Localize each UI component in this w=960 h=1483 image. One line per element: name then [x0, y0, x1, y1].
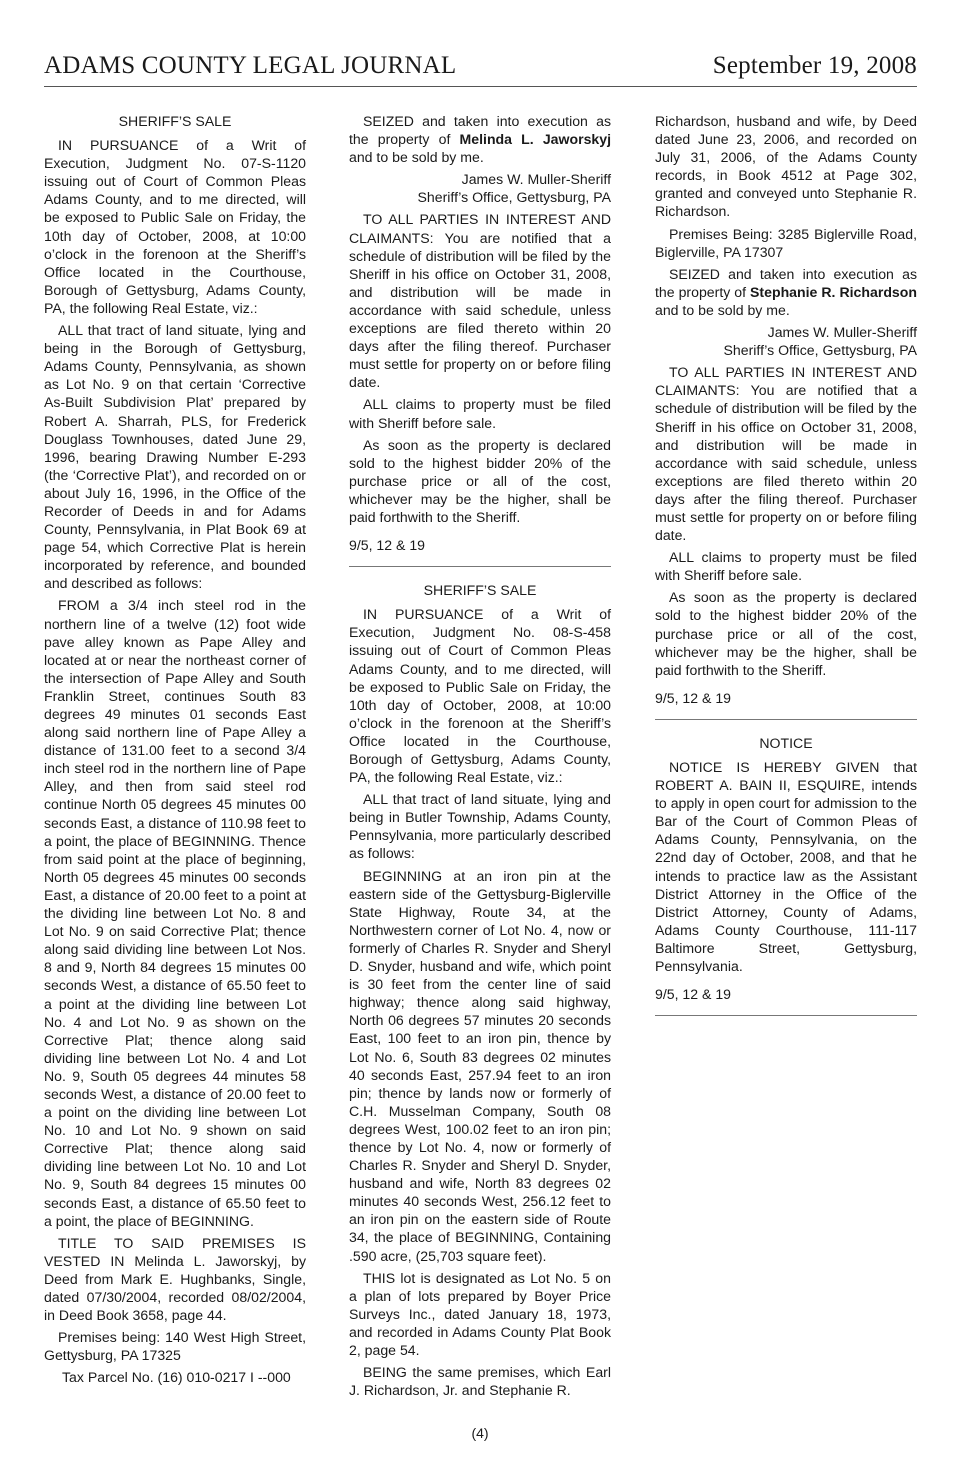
parties-paragraph: TO ALL PARTIES IN INTEREST AND CLAIMANTS: You are notified that a schedule of distribution will be filed by the Sheriff in his office on October 31, 2008, and distribution will be made in accordance with said schedule, unless exceptions are filed thereto within 20 days after the filing thereof. Purchaser must settle for property on or before filing date.	[655, 364, 917, 544]
issue-date: September 19, 2008	[712, 52, 917, 79]
premises-paragraph: Premises Being: 3285 Biglerville Road, Biglerville, PA 17307	[655, 225, 917, 260]
seized-text: SEIZED and taken into execution as the property of	[349, 113, 611, 148]
writ-paragraph: IN PURSUANCE of a Writ of Execution, Judgment No. 08-S-458 issuing out of Court of Common Pleas Adams County, and to me directed, will be exposed to Public Sale on Friday, the 10th day of October, 2008, at 10:00 o’clock in the forenoon at the Sheriff’s Office located in the Courthouse, Borough of Gettysburg, Adams County, PA, the following Real Estate, viz.:	[349, 606, 611, 786]
defendant-name: Stephanie R. Richardson	[750, 283, 917, 300]
tract-paragraph: ALL that tract of land situate, lying and being in the Borough of Gettysburg, Adams County, Pennsylvania, as shown as Lot No. 9 on that certain ‘Corrective As-Built Subdivision Plat’ prepared by Robert A. Sharrah, PLS, for Frederick Douglass Townhouses, dated June 29, 1996, bearing Drawing Number E-293 (the ‘Corrective Plat’), and recorded on or about July 16, 1996, in the Office of the Recorder of Deeds in and for Adams County, Pennsylvania, in Plat Book 69 at page 54, which Corrective Plat is herein incorporated by reference, and bounded and described as follows:	[44, 322, 306, 592]
writ-paragraph: IN PURSUANCE of a Writ of Execution, Judgment No. 07-S-1120 issuing out of Court of Common Pleas Adams County, and to me directed, will be exposed to Public Sale on Friday, the 10th day of October, 2008, at 10:00 o’clock in the forenoon at the Sheriff’s Office located in the Courthouse, Borough of Gettysburg, Adams County, PA, the following Real Estate, viz.:	[44, 137, 306, 316]
seized-text: SEIZED and taken into execution as the property of	[655, 265, 917, 300]
publication-dates: 9/5, 12 & 19	[655, 986, 732, 1003]
boundary-paragraph: BEGINNING at an iron pin at the eastern side of the Gettysburg-Biglerville State Highway, Route 34, at the Northwestern corner of Lot No. 4, now or formerly of Charles R. Snyder and Sheryl D. Snyder, husband and wife, which point is 30 feet from the center line of said highway; thence along said highway, North 06 degrees 57 minutes 20 seconds East, 100 feet to an iron pin, thence by Lot No. 6, South 83 degrees 02 minutes 40 seconds East, 257.94 feet to an iron pin; thence by lands now or formerly of C.H. Musselman Company, South 08 degrees West, 100.02 feet to an iron pin; thence by Lot No. 4, now or formerly of Charles R. Snyder and Sheryl D. Snyder, husband and wife, North 83 degrees 02 minutes 40 seconds West, 256.12 feet to an iron pin on the eastern side of Route 34, the place of BEGINNING, Containing .590 acre, (25,703 square feet).	[349, 867, 611, 1264]
claims-paragraph: ALL claims to property must be filed with Sheriff before sale.	[349, 396, 611, 431]
sheriff-office: Sheriff’s Office, Gettysburg, PA	[723, 342, 917, 359]
declared-paragraph: As soon as the property is declared sold to the highest bidder 20% of the purchase price or all of the cost, whichever may be the higher, shall be paid forthwith to the Sheriff.	[655, 589, 917, 678]
parties-paragraph: TO ALL PARTIES IN INTEREST AND CLAIMANTS: You are notified that a schedule of distribution will be filed by the Sheriff in his office on October 31, 2008, and distribution will be made in accordance with said schedule, unless exceptions are filed thereto within 20 days after the filing thereof. Purchaser must settle for property on or before filing date.	[349, 211, 611, 391]
column-3	[655, 112, 917, 1030]
seized-text-end: and to be sold by me.	[349, 149, 484, 166]
sale-heading: SHERIFF’S SALE	[423, 582, 537, 599]
tract-paragraph: ALL that tract of land situate, lying and being in Butler Township, Adams County, Pennsylvania, more particularly described as follows:	[349, 791, 611, 862]
sale-heading: SHERIFF’S SALE	[118, 113, 232, 129]
divider	[349, 566, 611, 567]
sheriff-signature: James W. Muller-Sheriff	[461, 171, 611, 188]
publication-dates: 9/5, 12 & 19	[655, 689, 732, 706]
column-1	[44, 112, 306, 1390]
page-number: (4)	[471, 1425, 489, 1441]
sheriff-office: Sheriff’s Office, Gettysburg, PA	[417, 189, 611, 206]
lot-paragraph: THIS lot is designated as Lot No. 5 on a plan of lots prepared by Boyer Price Surveys Inc., dated January 18, 1973, and recorded in Adams County Plat Book 2, page 54.	[349, 1269, 611, 1358]
journal-title: ADAMS COUNTY LEGAL JOURNAL	[44, 52, 457, 79]
seized-text-end: and to be sold by me.	[655, 301, 790, 318]
claims-paragraph: ALL claims to property must be filed with Sheriff before sale.	[655, 549, 917, 584]
publication-dates: 9/5, 12 & 19	[349, 537, 426, 554]
sheriff-signature: James W. Muller-Sheriff	[767, 324, 917, 341]
title-paragraph: TITLE TO SAID PREMISES IS VESTED IN Melinda L. Jaworskyj, by Deed from Mark E. Hughbanks, Single, dated 07/30/2004, recorded 08/02/2004, in Deed Book 3658, page 44.	[44, 1234, 306, 1324]
notice-heading: NOTICE	[759, 734, 813, 751]
tax-parcel: Tax Parcel No. (16) 010-0217 I --000	[62, 1369, 291, 1386]
notice-paragraph: NOTICE IS HEREBY GIVEN that ROBERT A. BAIN II, ESQUIRE, intends to apply in open court for admission to the Bar of the Court of Common Pleas of Adams County, Pennsylvania, on the 22nd day of October, 2008, and that he intends to practice law as the Assistant District Attorney in the Office of the District Attorney, County of Adams, Adams County Courthouse, 111-117 Baltimore Street, Gettysburg, Pennsylvania.	[655, 759, 917, 975]
divider	[655, 719, 917, 720]
being-paragraph: BEING the same premises, which Earl J. Richardson, Jr. and Stephanie R.	[349, 1364, 611, 1399]
declared-paragraph: As soon as the property is declared sold to the highest bidder 20% of the purchase price or all of the cost, whichever may be the higher, shall be paid forthwith to the Sheriff.	[349, 436, 611, 525]
defendant-name: Melinda L. Jaworskyj	[459, 131, 611, 148]
boundary-paragraph: FROM a 3/4 inch steel rod in the northern line of a twelve (12) foot wide pave alley known as Pape Alley and located at or near the northeast corner of the intersection of Pape Alley and South Franklin Street, continues South 83 degrees 49 minutes 01 seconds East along said northern line of Pape Alley a distance of 131.00 feet to a second 3/4 inch steel rod in the northern line of Pape Alley, and then from said steel rod continue North 05 degrees 45 minutes 00 seconds East, a distance of 110.98 feet to a point, the place of BEGINNING. Thence from said point at the place of beginning, North 05 degrees 45 minutes 00 seconds East, a distance of 20.00 feet to a point at the dividing line between Lot No. 8 and Lot No. 9 on said Corrective Plat; thence along said dividing line between Lot Nos. 8 and 9, North 84 degrees 15 minutes 00 seconds West, a distance of 65.50 feet to a point at the dividing line between Lot No. 4 and Lot No. 9 as shown on the Corrective Plat; thence along said dividing line between Lot No. 4 and Lot No. 9, South 05 degrees 44 minutes 58 seconds West, a distance of 20.00 feet to a point on the dividing line between Lot No. 10 and Lot No. 9 shown on said Corrective Plat; thence along said dividing line between Lot No. 10 and Lot No. 9, South 84 degrees 15 minutes 00 seconds East, a distance of 65.50 feet to a point, the place of BEGINNING.	[44, 597, 306, 1229]
premises-paragraph: Premises being: 140 West High Street, Gettysburg, PA 17325	[44, 1329, 306, 1364]
seized-paragraph	[349, 112, 611, 166]
divider	[655, 1015, 917, 1016]
masthead	[44, 50, 917, 87]
seized-paragraph	[655, 265, 917, 319]
column-2	[349, 112, 611, 1403]
deed-paragraph: Richardson, husband and wife, by Deed dated June 23, 2006, and recorded on July 31, 2006, of the Adams County records, in Book 4512 at Page 302, granted and conveyed unto Stephanie R. Richardson.	[655, 113, 917, 220]
